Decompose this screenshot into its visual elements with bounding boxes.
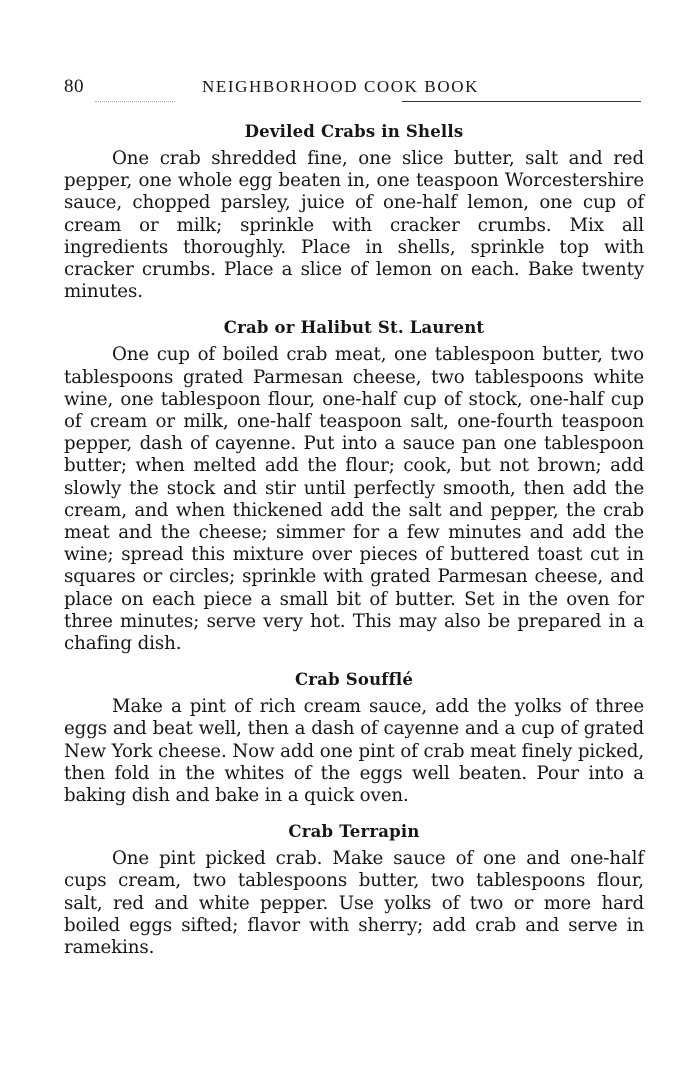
recipe-body: One crab shredded fine, one slice butter, salt and red pepper, one whole egg beaten in, one teaspoon Worcestershire sauce, chopped parsley, juice of one-half lemon, one cup of cream or milk; sprinkle with cracker crumbs. Mix all ingredients thoroughly. Place in shells, sprinkle top with cracker crumbs. Place a slice of lemon on each. Bake twenty minutes. (64, 148, 644, 303)
recipe-body: One cup of boiled crab meat, one tablespoon butter, two tablespoons grated Parmesan cheese, two tablespoons white wine, one tablespoon flour, one-half cup of stock, one-half cup of cream or milk, one-half teaspoon salt, one-fourth teaspoon pepper, dash of cayenne. Put into a sauce pan one tablespoon butter; when melted add the flour; cook, but not brown; add slowly the stock and stir until perfectly smooth, then add the cream, and when thickened add the salt and pepper, the crab meat and the cheese; simmer for a few minutes and add the wine; spread this mixture over pieces of buttered toast cut in squares or circles; sprinkle with grated Parmesan cheese, and place on each piece a small bit of butter. Set in the oven for three minutes; serve very hot. This may also be prepared in a chafing dish. (64, 344, 644, 655)
recipe-body: Make a pint of rich cream sauce, add the yolks of three eggs and beat well, then a dash of cayenne and a cup of grated New York cheese. Now add one pint of crab meat finely picked, then fold in the whites of the eggs well beaten. Pour into a baking dish and bake in a quick oven. (64, 696, 644, 807)
recipe-title: Deviled Crabs in Shells (244, 122, 464, 141)
recipe-title: Crab Terrapin (288, 822, 420, 842)
header-dotted-rule (95, 101, 175, 102)
recipe-crab-souffle (64, 670, 644, 807)
recipe-body: One pint picked crab. Make sauce of one and one-half cups cream, two tablespoons butter, two tablespoons flour, salt, red and white pepper. Use yolks of two or more hard boiled eggs sifted; flavor with sherry; add crab and serve in ramekins. (64, 848, 644, 959)
recipe-title: Crab or Halibut St. Laurent (223, 318, 485, 338)
recipe-title: Crab Soufflé (294, 670, 414, 690)
page-content (64, 122, 644, 974)
recipe-crab-halibut-st-laurent (64, 318, 644, 655)
recipe-deviled-crabs (64, 122, 644, 303)
recipe-crab-terrapin (64, 822, 644, 959)
book-title: NEIGHBORHOOD COOK BOOK (202, 77, 479, 96)
running-header (64, 76, 642, 100)
page-number: 80 (64, 76, 84, 97)
header-rule (402, 101, 641, 102)
